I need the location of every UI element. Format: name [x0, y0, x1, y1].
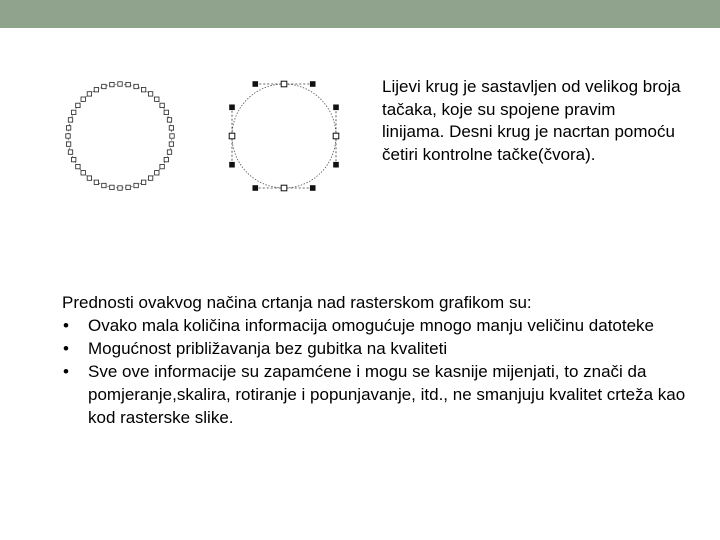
point-marker: [118, 82, 122, 86]
anchor-point: [281, 185, 287, 191]
list-item: [62, 337, 702, 360]
point-marker: [126, 185, 130, 189]
point-marker: [110, 82, 114, 86]
point-marker: [170, 134, 174, 138]
point-marker: [102, 84, 106, 88]
control-point: [252, 81, 258, 87]
control-point: [229, 104, 235, 110]
point-marker: [134, 183, 138, 187]
point-marker: [94, 180, 98, 184]
point-marker: [160, 164, 164, 168]
point-marker: [76, 103, 80, 107]
point-marker: [102, 183, 106, 187]
bullet-icon: •: [63, 362, 69, 381]
list-item-text: Mogućnost približavanja bez gubitka na kvaliteti: [88, 339, 448, 358]
control-point: [310, 81, 316, 87]
point-marker: [164, 157, 168, 161]
anchor-point: [333, 133, 339, 139]
anchor-point: [281, 81, 287, 87]
header-bar: [0, 0, 720, 28]
anchor-point: [229, 133, 235, 139]
point-marker: [141, 88, 145, 92]
point-marker: [126, 82, 130, 86]
point-marker: [87, 176, 91, 180]
advantages-intro: Prednosti ovakvog načina crtanja nad rasterskom grafikom su:: [62, 293, 532, 312]
advantages-section: [62, 291, 702, 429]
point-marker: [94, 88, 98, 92]
figure-caption: Lijevi krug je sastavljen od velikog broja tačaka, koje su spojene pravim linijama. Desni krug je nacrtan pomoću četiri kontrolne tačke(čvora).: [382, 77, 681, 164]
point-marker: [164, 110, 168, 114]
circle-outline: [232, 84, 336, 188]
point-marker: [66, 126, 70, 130]
bullet-icon: •: [63, 316, 69, 335]
control-point: [252, 185, 258, 191]
point-marker: [76, 164, 80, 168]
point-marker: [81, 171, 85, 175]
point-based-circle: [66, 82, 174, 190]
point-marker: [169, 126, 173, 130]
point-marker: [134, 84, 138, 88]
point-marker: [167, 118, 171, 122]
control-point: [310, 185, 316, 191]
point-marker: [68, 150, 72, 154]
list-item: [62, 314, 702, 337]
point-marker: [66, 142, 70, 146]
point-marker: [155, 171, 159, 175]
control-point: [333, 162, 339, 168]
control-point: [333, 104, 339, 110]
vector-vs-raster-figure: [58, 70, 358, 202]
point-marker: [68, 118, 72, 122]
point-marker: [148, 176, 152, 180]
point-marker: [66, 134, 70, 138]
point-marker: [169, 142, 173, 146]
list-item: [62, 360, 702, 429]
bezier-circle: [229, 81, 339, 191]
point-marker: [87, 92, 91, 96]
point-marker: [167, 150, 171, 154]
circles-illustration: [58, 70, 358, 202]
control-point: [229, 162, 235, 168]
list-item-text: Sve ove informacije su zapamćene i mogu se kasnije mijenjati, to znači da pomjeranje,skalira, rotiranje i popunjavanje, itd., ne smanjuju kvalitet crteža kao kod rasterske slike.: [88, 362, 686, 427]
point-marker: [110, 185, 114, 189]
point-marker: [148, 92, 152, 96]
point-marker: [81, 97, 85, 101]
point-marker: [72, 110, 76, 114]
point-marker: [141, 180, 145, 184]
point-marker: [72, 157, 76, 161]
point-marker: [160, 103, 164, 107]
bullet-icon: •: [63, 339, 69, 358]
point-marker: [155, 97, 159, 101]
advantages-list: [62, 314, 702, 429]
point-marker: [118, 186, 122, 190]
list-item-text: Ovako mala količina informacija omogućuje mnogo manju veličinu datoteke: [88, 316, 655, 335]
